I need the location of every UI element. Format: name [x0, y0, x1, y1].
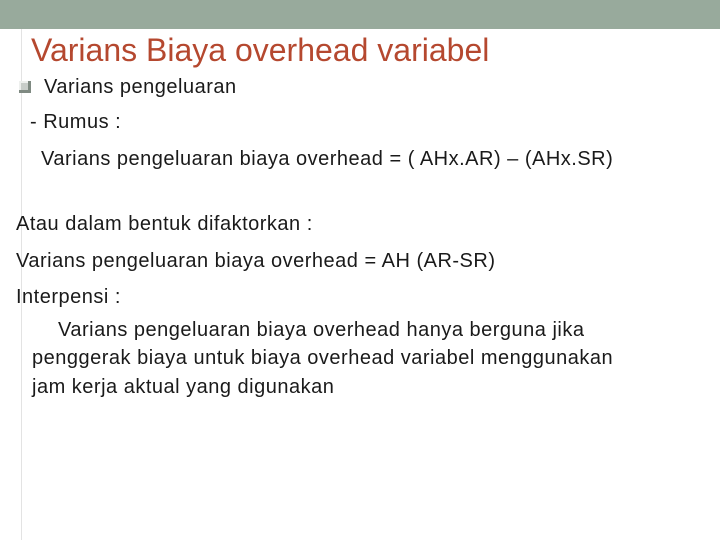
bullet-heading-row	[16, 75, 237, 99]
alt-label: Atau dalam bentuk difaktorkan :	[16, 213, 313, 235]
interp-line-2: penggerak biaya untuk biaya overhead variabel menggunakan	[32, 347, 614, 369]
alt-formula: Varians pengeluaran biaya overhead = AH (AR-SR)	[16, 250, 496, 272]
top-accent-bar	[0, 0, 720, 29]
sub-item-rumus: - Rumus :	[30, 111, 122, 133]
bullet-heading: Varians pengeluaran	[44, 76, 237, 98]
interp-line-1: Varians pengeluaran biaya overhead hanya berguna jika	[58, 319, 585, 341]
formula-line: Varians pengeluaran biaya overhead = ( AHx.AR) – (AHx.SR)	[41, 148, 614, 170]
interp-line-3: jam kerja aktual yang digunakan	[32, 376, 335, 398]
checkbox-bullet-icon	[19, 81, 31, 93]
interp-label: Interpensi :	[16, 286, 121, 308]
slide-title: Varians Biaya overhead variabel	[31, 32, 490, 68]
